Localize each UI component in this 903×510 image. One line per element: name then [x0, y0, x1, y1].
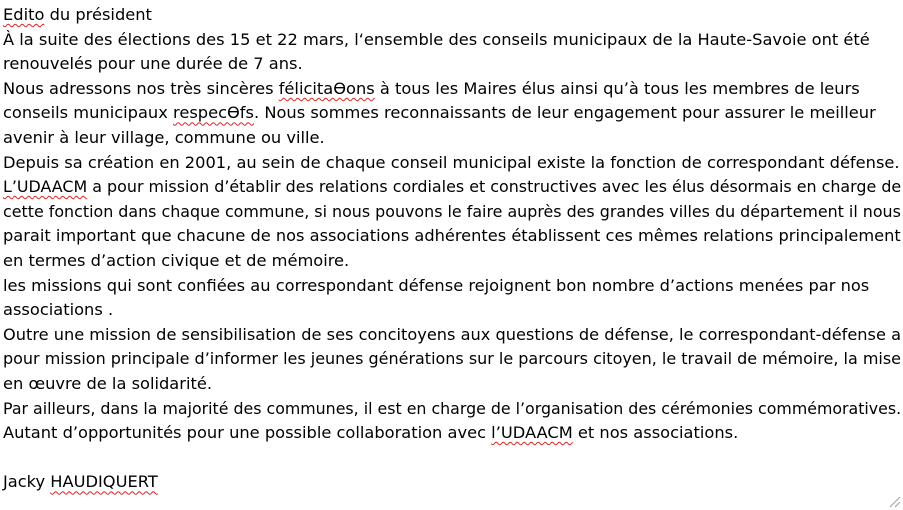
line-text-before: conseils municipaux — [3, 103, 173, 123]
line-text-after: a pour mission d’établir des relations cordiales et constructives avec les élus désormais en charge de — [87, 177, 902, 197]
text-line — [3, 175, 902, 200]
spellcheck-flagged-word: Edito — [3, 5, 45, 24]
line-text-before: Autant d’opportunités pour une possible collaboration avec — [3, 423, 492, 443]
text-line — [3, 77, 901, 102]
spellcheck-flagged-word: HAUDIQUERT — [50, 472, 158, 492]
signature-first-name: Jacky — [3, 472, 51, 492]
resize-grip-icon[interactable] — [887, 494, 901, 508]
line-text: Depuis sa création en 2001, au sein de chaque conseil municipal existe la fonction de correspondant défense. — [3, 152, 900, 172]
text-line — [3, 249, 901, 274]
line-text-after: à tous les Maires élus ainsi qu’à tous les membres de leurs — [374, 78, 860, 98]
document-body[interactable] — [3, 3, 903, 495]
text-line — [3, 397, 902, 422]
spellcheck-flagged-word: l’UDAACM — [491, 423, 573, 443]
line-text: Outre une mission de sensibilisation de ses concitoyens aux questions de défense, le correspondant-défense a — [3, 324, 901, 344]
text-line — [3, 126, 901, 151]
line-text: Par ailleurs, dans la majorité des communes, il est en charge de l’organisation des cérémonies commémoratives. — [3, 398, 902, 418]
line-text: cette fonction dans chaque commune, si nous pouvons le faire auprès des grandes villes du département il nous — [3, 201, 901, 221]
spellcheck-flagged-word: respecƟfs — [172, 103, 254, 123]
signature — [3, 470, 901, 495]
text-line — [3, 52, 901, 77]
text-line — [3, 323, 901, 348]
document-title — [3, 3, 901, 28]
text-line — [3, 200, 901, 225]
line-text: avenir à leur village, commune ou ville. — [3, 127, 325, 147]
line-text: renouvelés pour une durée de 7 ans. — [3, 54, 303, 74]
document-title-rest: du président — [44, 5, 152, 24]
line-text-before: Nous adressons nos très sincères — [3, 78, 279, 98]
line-text: parait important que chacune de nos associations adhérentes établissent ces mêmes relations principalement — [3, 226, 901, 246]
line-text: les missions qui sont confiées au correspondant défense rejoignent bon nombre d’actions menées par nos — [3, 275, 870, 295]
line-text: en œuvre de la solidarité. — [3, 373, 212, 393]
line-text: pour mission principale d’informer les jeunes générations sur le parcours citoyen, le travail de mémoire, la mise — [3, 349, 902, 369]
text-line — [3, 101, 901, 126]
text-line — [3, 421, 901, 446]
spellcheck-flagged-word: L’UDAACM — [3, 177, 88, 197]
line-text: associations . — [3, 300, 114, 320]
text-line — [3, 347, 902, 372]
text-line — [3, 151, 901, 176]
text-line — [3, 372, 901, 397]
blank-line — [3, 446, 903, 471]
text-line — [3, 298, 901, 323]
text-line — [3, 28, 901, 53]
text-line — [3, 224, 899, 249]
line-text-after: et nos associations. — [572, 423, 739, 443]
text-line — [3, 274, 901, 299]
line-text: À la suite des élections des 15 et 22 mars, l‘ensemble des conseils municipaux de la Haute-Savoie ont été — [3, 29, 870, 49]
paragraph-lines — [3, 28, 903, 446]
spellcheck-flagged-word: félicitaƟons — [278, 78, 375, 98]
line-text-after: . Nous sommes reconnaissants de leur engagement pour assurer le meilleur — [253, 103, 876, 123]
line-text: en termes d’action civique et de mémoire. — [3, 250, 350, 270]
